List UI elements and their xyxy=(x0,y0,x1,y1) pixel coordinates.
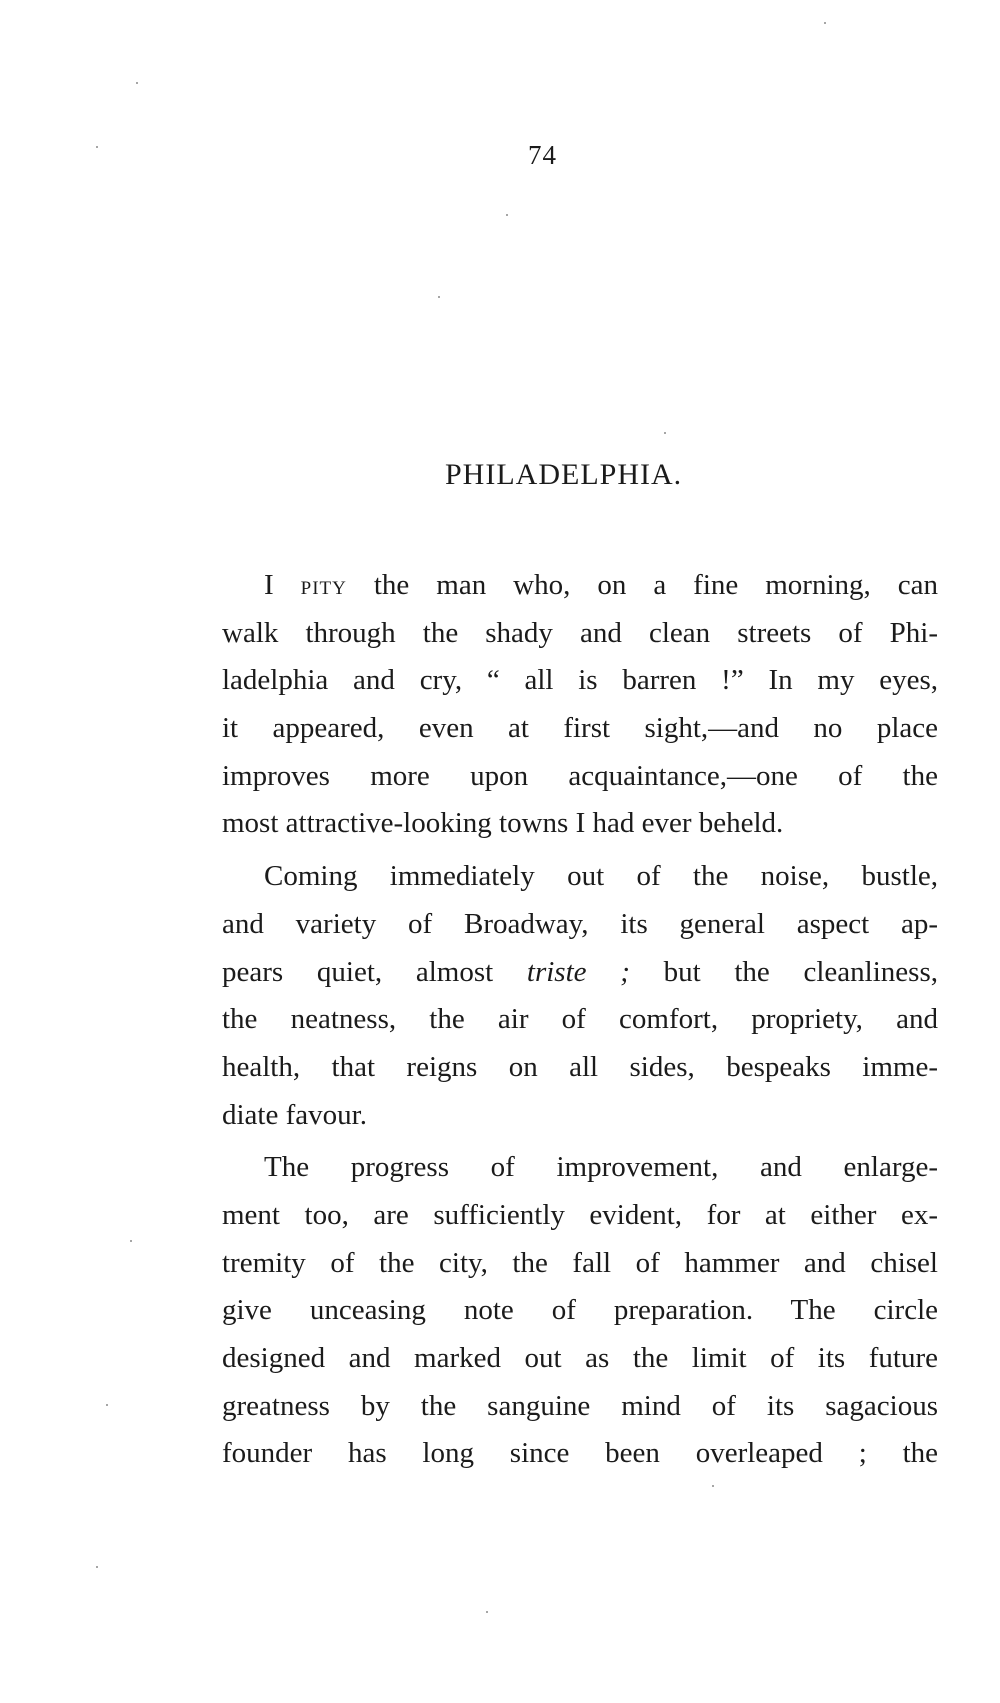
text-span: but the cleanliness, xyxy=(629,955,938,988)
paper-speck xyxy=(130,1240,132,1242)
text-span: I xyxy=(264,569,301,601)
paper-speck xyxy=(136,82,138,84)
paragraph xyxy=(222,1144,938,1478)
body-text xyxy=(222,562,938,1483)
text-line xyxy=(222,949,938,997)
text-line: The progress of improvement, and enlarge- xyxy=(264,1151,938,1184)
text-span: the man who, on a fine morning, can xyxy=(346,569,938,601)
paper-speck xyxy=(106,1404,108,1406)
text-line: the neatness, the air of comfort, propriety, and xyxy=(222,1003,938,1036)
text-line: tremity of the city, the fall of hammer and chisel xyxy=(222,1246,938,1279)
text-line: ment too, are sufficiently evident, for at either ex- xyxy=(222,1198,938,1231)
paragraph xyxy=(222,853,938,1139)
text-line: most attractive-looking towns I had ever beheld. xyxy=(222,807,784,840)
text-line: Coming immediately out of the noise, bustle, xyxy=(264,860,938,893)
text-line: improves more upon acquaintance,—one of the xyxy=(222,759,938,792)
paper-speck xyxy=(824,22,826,24)
text-line: ladelphia and cry, “ all is barren !” In my eyes, xyxy=(222,664,938,697)
paper-speck xyxy=(712,1485,714,1487)
text-line xyxy=(222,562,938,610)
text-span: pears quiet, almost xyxy=(222,955,527,988)
paragraph xyxy=(222,562,938,848)
chapter-title: PHILADELPHIA. xyxy=(445,458,683,491)
small-caps-word: pity xyxy=(300,570,347,600)
paper-speck xyxy=(438,296,440,298)
page-number: 74 xyxy=(528,140,557,170)
text-line: health, that reigns on all sides, bespeaks imme- xyxy=(222,1050,938,1083)
text-line: walk through the shady and clean streets of Phi- xyxy=(222,616,938,649)
text-line: and variety of Broadway, its general aspect ap- xyxy=(222,907,938,940)
text-line: diate favour. xyxy=(222,1098,367,1131)
paper-speck xyxy=(664,432,666,434)
text-line: designed and marked out as the limit of its future xyxy=(222,1342,938,1374)
italic-word: triste ; xyxy=(526,955,630,988)
paper-speck xyxy=(96,1566,98,1568)
text-line: founder has long since been overleaped ; the xyxy=(222,1437,938,1470)
paper-speck xyxy=(506,214,508,216)
text-line: greatness by the sanguine mind of its sagacious xyxy=(222,1389,938,1422)
text-line: give unceasing note of preparation. The circle xyxy=(222,1294,938,1327)
text-line: it appeared, even at first sight,—and no place xyxy=(222,712,938,745)
paper-speck xyxy=(486,1611,488,1613)
